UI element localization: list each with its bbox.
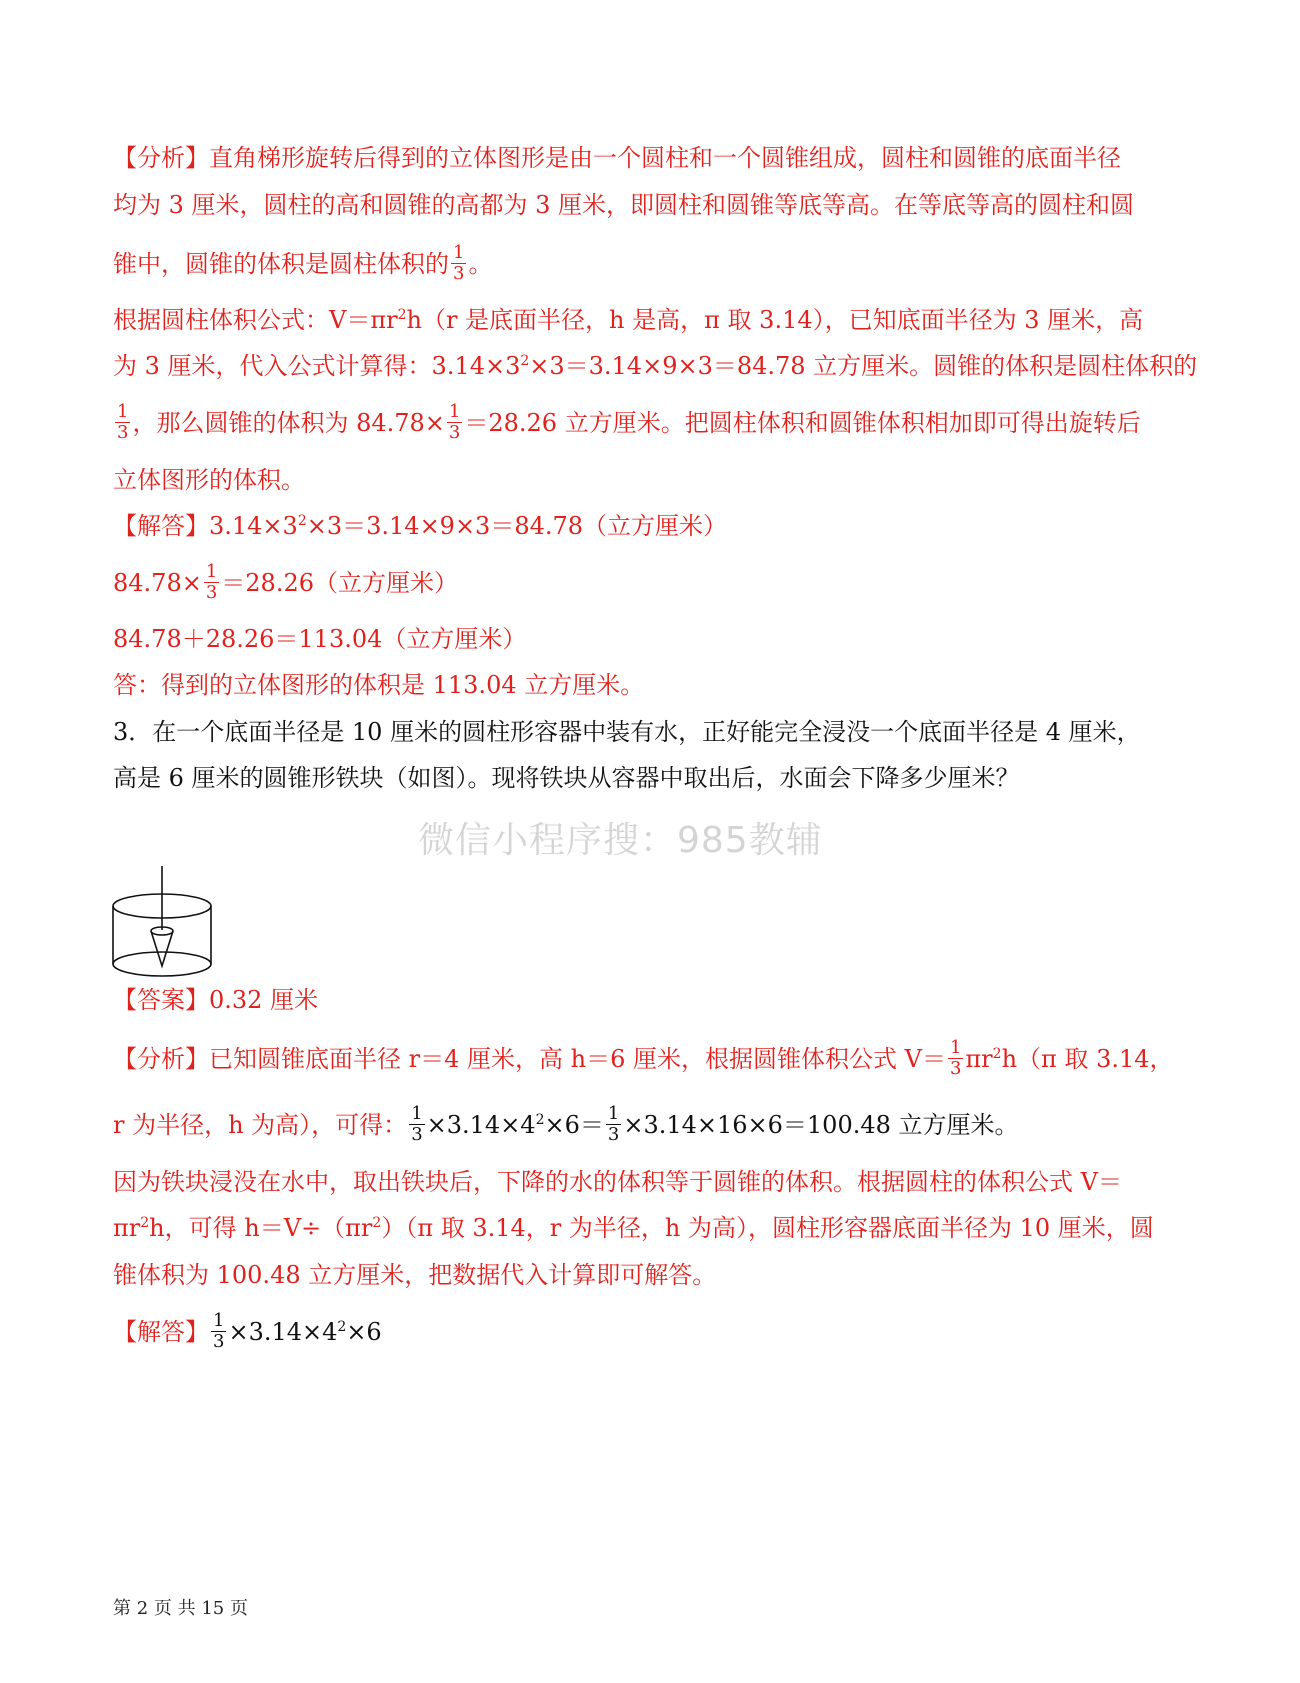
cylinder-cone-figure [110,866,220,984]
question-3-line-2: 高是 6 厘米的圆锥形铁块（如图）。现将铁块从容器中取出后，水面会下降多少厘米？ [113,764,1020,792]
analysis-line-4: 根据圆柱体积公式：$V=\pi r^2h(r$ 是底面半径，h 是高，π 取 3.14），已知底面半径为 3 厘米，高 [113,306,1144,334]
page-footer: 第 2 页 共 15 页 [113,1598,248,1619]
cone-body [151,931,173,966]
analysis-line-5: 为 3 厘米，代入公式计算得：$3.14\times 3^2\times 3=3.14\times 9\times 3=84.78$ 立方厘米。圆锥的体积是圆柱体积的 [113,352,1198,380]
solution-line-2: 84.78× $\frac{1}{3}$ ＝28.26（立方厘米） [113,561,458,603]
solution-line-1: 【解答】$3.14\times 3^2\times 3=3.14\times 9\times 3=84.78$（立方厘米） [113,512,728,540]
fraction-one-third: $\frac{1}{3}$ [117,401,129,443]
question-3-line-1: 3．在一个底面半径是 10 厘米的圆柱形容器中装有水，正好能完全浸没一个底面半径是 4 厘米， [113,718,1141,746]
q3-analysis-line-5: 锥体积为 100.48 立方厘米，把数据代入计算即可解答。 [113,1261,717,1289]
q3-analysis-line-1: 【分析】已知圆锥底面半径 r＝4 厘米，高 h＝6 厘米，根据圆锥体积公式 V＝ $\frac{1}{3}$ $\pi r^2h(\pi$ 取 3.14， [113,1037,1174,1079]
answer-line: 【答案】0.32 厘米 [113,986,319,1014]
analysis-line-6: $\frac{1}{3}$ ，那么圆锥的体积为 84.78× $\frac{1}{3}$ ＝28.26 立方厘米。把圆柱体积和圆锥体积相加即可得出旋转后 [117,401,1141,443]
analysis-line-7: 立体图形的体积。 [113,466,305,494]
solution-line-3: 84.78＋28.26＝113.04（立方厘米） [113,625,527,653]
analysis-line-3: 锥中，圆锥的体积是圆柱体积的 $\frac{1}{3}$ 。 [113,242,493,284]
fraction-one-third: $\frac{1}{3}$ [213,1310,225,1352]
analysis-line-2: 均为 3 厘米，圆柱的高和圆锥的高都为 3 厘米，即圆柱和圆锥等底等高。在等底等高的圆柱和圆 [113,191,1135,219]
fraction-one-third: $\frac{1}{3}$ [607,1103,620,1145]
fraction-one-third: $\frac{1}{3}$ [949,1037,962,1079]
watermark: 微信小程序搜：985教辅 [418,820,823,861]
q3-solution-line-1: 【解答】 $\frac{1}{3}$ $\times 3.14\times 4^2\times 6$ [113,1310,382,1352]
fraction-one-third: $\frac{1}{3}$ [411,1103,423,1145]
q3-analysis-line-2: r 为半径，h 为高），可得： $\frac{1}{3}$ $\times 3.14\times 4^2\times 6=$ $\frac{1}{3}$ ×3.14×16×6＝100.48 立方厘米。 [113,1103,1019,1145]
q3-analysis-line-3: 因为铁块浸没在水中，取出铁块后，下降的水的体积等于圆锥的体积。根据圆柱的体积公式 V＝ [113,1168,1122,1196]
q3-analysis-line-4: $\pi r^2h$，可得 $h=V\div(\pi r^2)(\pi$ 取 3.14，r 为半径，h 为高），圆柱形容器底面半径为 10 厘米，圆 [113,1214,1154,1242]
final-answer-line: 答：得到的立体图形的体积是 113.04 立方厘米。 [113,671,645,699]
analysis-line-1: 【分析】直角梯形旋转后得到的立体图形是由一个圆柱和一个圆锥组成，圆柱和圆锥的底面半径 [113,144,1121,172]
fraction-one-third: $\frac{1}{3}$ [205,561,218,603]
fraction-one-third: $\frac{1}{3}$ [453,242,465,284]
fraction-one-third: $\frac{1}{3}$ [448,401,461,443]
